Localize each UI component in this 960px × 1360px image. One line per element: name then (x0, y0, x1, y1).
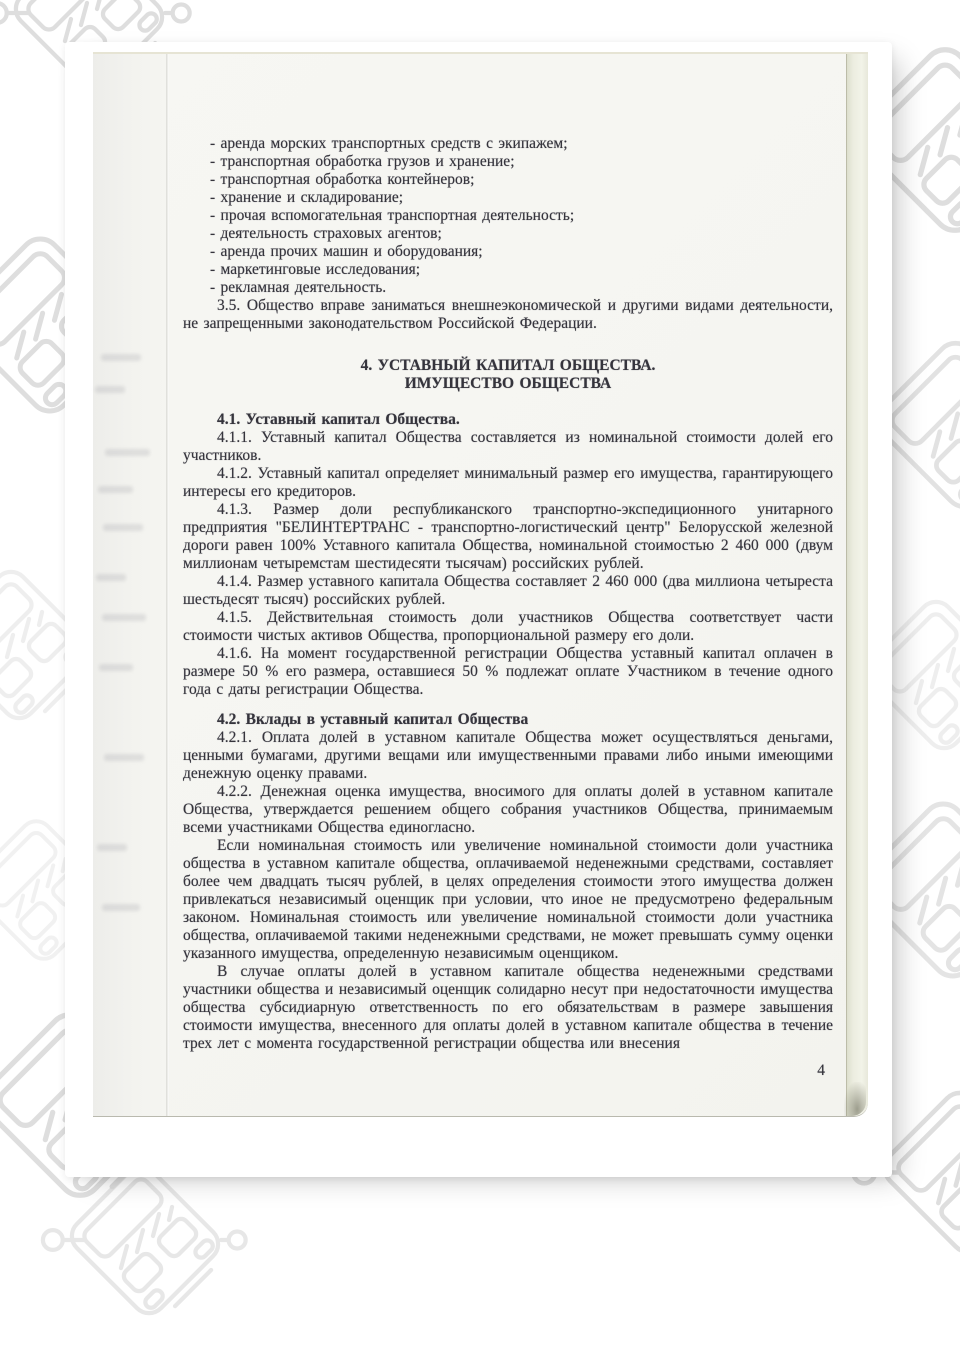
section-4-title-line1: 4. УСТАВНЫЙ КАПИТАЛ ОБЩЕСТВА. (360, 357, 656, 374)
paragraph-liability: В случае оплаты долей в уставном капитале общества неденежными средствами участники общества и независимый оценщик солидарно несут при недостаточности имущества общества субсидиарную ответственность по его обязательствам в размере завышения стоимости имущества, внесенного для оплаты долей в уставном капитале общества в течение трех лет с момента государственной регистрации общества или внесения (183, 963, 833, 1052)
page-edge-curl (846, 54, 868, 1116)
paragraph-4-2-2: 4.2.2. Денежная оценка имущества, вносимого для оплаты долей в уставном капитале Общества, утверждается решением общего собрания участников Общества, принимаемым всеми участниками Общества единогласно. (183, 783, 833, 836)
bleed-through-mark (101, 354, 141, 361)
bleed-through-mark (95, 386, 125, 393)
paragraph-4-1-1: 4.1.1. Уставный капитал Общества составляется из номинальной стоимости долей его участников. (183, 429, 833, 464)
page-number: 4 (817, 1062, 825, 1079)
paragraph-4-1-4: 4.1.4. Размер уставного капитала Общества составляет 2 460 000 (два миллиона четыреста шестьдесят тысяч) российских рублей. (183, 573, 833, 608)
section-4-title-line2: ИМУЩЕСТВО ОБЩЕСТВА (404, 375, 612, 392)
bleed-through-mark (99, 664, 133, 671)
paragraph-3-5: 3.5. Общество вправе заниматься внешнеэкономической и другими видами деятельности, не запрещенными законодательством Российской Федерации. (183, 297, 833, 332)
corner-shadow (844, 1082, 866, 1116)
bleed-through-mark (103, 524, 143, 531)
bleed-through-mark (102, 904, 140, 911)
page-fold-crease (166, 54, 169, 1116)
activity-list-item: - прочая вспомогательная транспортная деятельность; (210, 207, 575, 224)
bleed-through-mark (97, 844, 127, 851)
activity-list-item: - маркетинговые исследования; (210, 261, 421, 278)
activity-list-item: - аренда прочих машин и оборудования; (210, 243, 483, 260)
paragraph-4-1-2: 4.1.2. Уставный капитал определяет минимальный размер его имущества, гарантирующего интересы его кредиторов. (183, 465, 833, 500)
paragraph-4-1-5: 4.1.5. Действительная стоимость доли участников Общества соответствует части стоимости чистых активов Общества, пропорциональной размеру его доли. (183, 609, 833, 644)
activity-list-item: - рекламная деятельность. (210, 279, 387, 296)
paragraph-4-2-1: 4.2.1. Оплата долей в уставном капитале Общества может осуществляться деньгами, ценными бумагами, другими вещами или имущественными правами либо иными имеющими денежную оценку правами. (183, 729, 833, 782)
heading-4-2: 4.2. Вклады в уставный капитал Общества (217, 711, 529, 728)
paragraph-4-1-6: 4.1.6. На момент государственной регистрации Общества уставный капитал оплачен в размере 50 % его размера, оставшиеся 50 % подлежат оплате Участником в течение одного года с даты регистрации Общества. (183, 645, 833, 698)
activity-list-item: - транспортная обработка контейнеров; (210, 171, 475, 188)
activity-list-item: - хранение и складирование; (210, 189, 404, 206)
paragraph-valuation: Если номинальная стоимость или увеличение номинальной стоимости доли участника общества в уставном капитале общества, оплачиваемой неденежными средствами, составляет более чем двадцать тысяч рублей, в целях определения стоимости этого имущества должен привлекаться независимый оценщик при условии, что иное не предусмотрено федеральным законом. Номинальная стоимость или увеличение номинальной стоимости доли участника общества, оплачиваемой такими неденежными средствами, не может превышать сумму оценки указанного имущества, определенную независимым оценщиком. (183, 837, 833, 962)
page-spine-shadow (93, 54, 168, 1116)
bleed-through-mark (96, 574, 126, 581)
bleed-through-mark (104, 754, 144, 761)
document-text (183, 135, 833, 1080)
activity-list-item: - аренда морских транспортных средств с экипажем; (210, 135, 568, 152)
paragraph-4-1-3: 4.1.3. Размер доли республиканского транспортно-экспедиционного унитарного предприятия "БЕЛИНТЕРТРАНС - транспортно-логистический центр" Белорусской железной дороги равен 100% Уставного капитала Общества, номинальной стоимостью 2 460 000 (двум миллионам четыремстам шестидесяти тысячам) российских рублей. (183, 501, 833, 572)
scanned-paper (93, 52, 868, 1117)
bleed-through-mark (102, 614, 146, 621)
bleed-through-mark (105, 449, 150, 456)
heading-4-1: 4.1. Уставный капитал Общества. (217, 411, 460, 428)
scanned-page-card (65, 42, 892, 1177)
activity-list-item: - деятельность страховых агентов; (210, 225, 442, 242)
activity-list-item: - транспортная обработка грузов и хранение; (210, 153, 515, 170)
bleed-through-mark (98, 486, 133, 493)
